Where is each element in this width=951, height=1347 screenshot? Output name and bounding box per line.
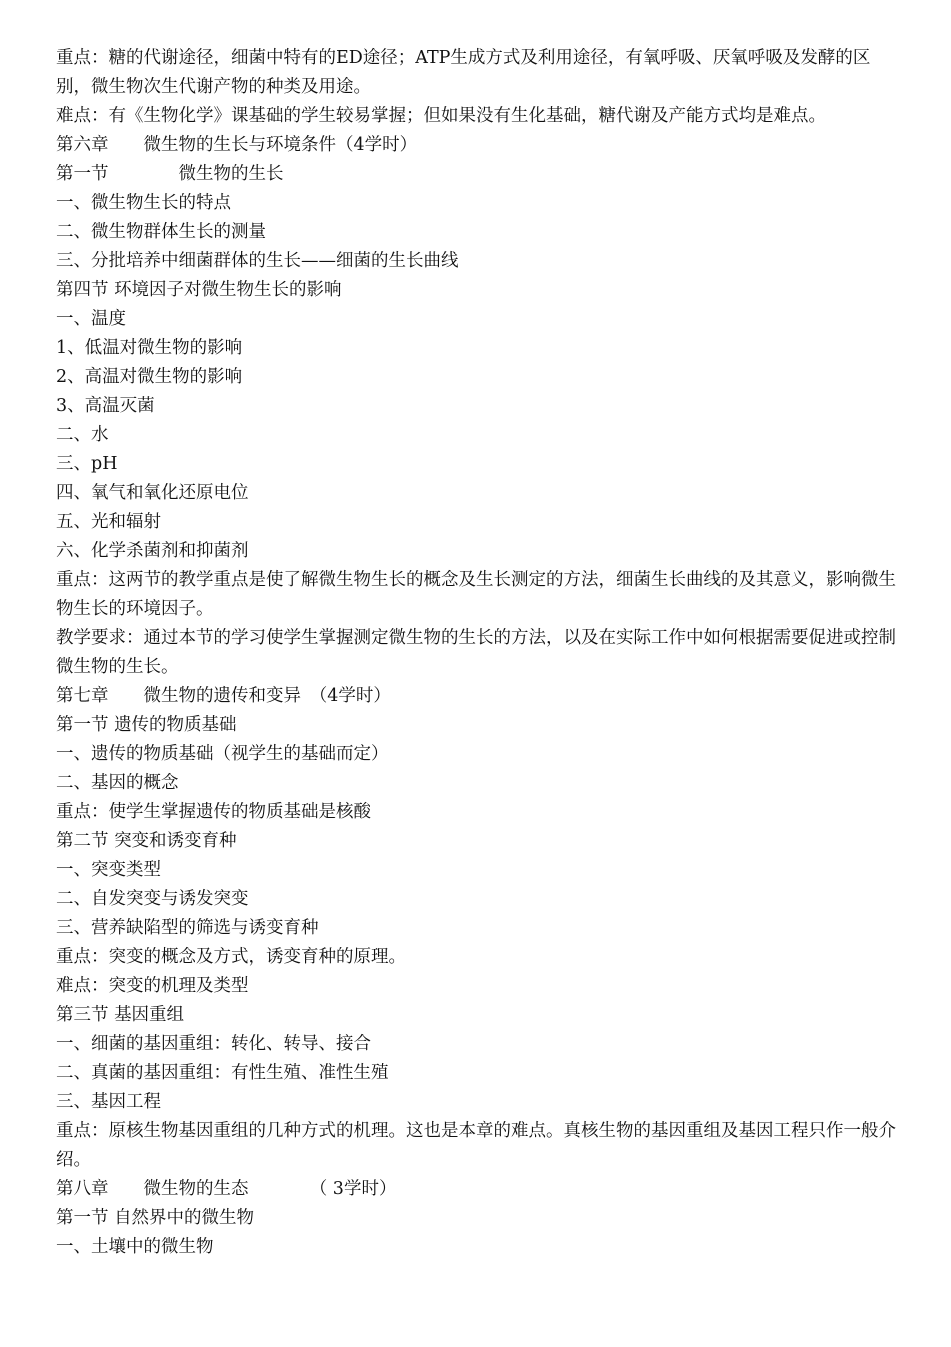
list-item: 三、营养缺陷型的筛选与诱变育种 [56, 918, 319, 938]
paragraph: 重点：这两节的教学重点是使了解微生物生长的概念及生长测定的方法，细菌生长曲线的及其意义，影响微生物生长的环境因子。 [56, 570, 896, 619]
list-item: 2、高温对微生物的影响 [56, 367, 243, 387]
document-body [56, 44, 896, 1262]
paragraph: 教学要求：通过本节的学习使学生掌握测定微生物的生长的方法，以及在实际工作中如何根据需要促进或控制微生物的生长。 [56, 628, 896, 677]
list-item: 二、微生物群体生长的测量 [56, 222, 266, 242]
list-item: 三、pH [56, 454, 118, 474]
list-item: 二、基因的概念 [56, 773, 179, 793]
list-item: 一、微生物生长的特点 [56, 193, 231, 213]
list-item: 三、基因工程 [56, 1092, 161, 1112]
section-heading: 第一节 遗传的物质基础 [56, 715, 237, 735]
paragraph: 难点：突变的机理及类型 [56, 976, 249, 996]
chapter-heading: 第六章 微生物的生长与环境条件（4学时） [56, 135, 418, 155]
list-item: 一、遗传的物质基础（视学生的基础而定） [56, 744, 389, 764]
paragraph: 重点：突变的概念及方式，诱变育种的原理。 [56, 947, 406, 967]
list-item: 三、分批培养中细菌群体的生长——细菌的生长曲线 [56, 251, 459, 271]
section-heading: 第一节 微生物的生长 [56, 164, 284, 184]
section-heading: 第四节 环境因子对微生物生长的影响 [56, 280, 342, 300]
list-item: 四、氧气和氧化还原电位 [56, 483, 249, 503]
section-heading: 第三节 基因重组 [56, 1005, 185, 1025]
list-item: 一、土壤中的微生物 [56, 1237, 214, 1257]
paragraph: 重点：糖的代谢途径，细菌中特有的ED途径；ATP生成方式及利用途径，有氧呼吸、厌氧呼吸及发酵的区别，微生物次生代谢产物的种类及用途。 [56, 48, 871, 97]
chapter-heading: 第八章 微生物的生态 （ 3学时） [56, 1179, 397, 1199]
list-item: 一、突变类型 [56, 860, 161, 880]
list-item: 3、高温灭菌 [56, 396, 155, 416]
list-item: 二、水 [56, 425, 109, 445]
list-item: 二、真菌的基因重组：有性生殖、准性生殖 [56, 1063, 389, 1083]
section-heading: 第二节 突变和诱变育种 [56, 831, 237, 851]
list-item: 一、温度 [56, 309, 126, 329]
paragraph: 重点：原核生物基因重组的几种方式的机理。这也是本章的难点。真核生物的基因重组及基因工程只作一般介绍。 [56, 1121, 896, 1170]
paragraph: 难点：有《生物化学》课基础的学生较易掌握；但如果没有生化基础，糖代谢及产能方式均是难点。 [56, 106, 826, 126]
list-item: 二、自发突变与诱发突变 [56, 889, 249, 909]
list-item: 1、低温对微生物的影响 [56, 338, 243, 358]
list-item: 六、化学杀菌剂和抑菌剂 [56, 541, 249, 561]
paragraph: 重点：使学生掌握遗传的物质基础是核酸 [56, 802, 371, 822]
list-item: 一、细菌的基因重组：转化、转导、接合 [56, 1034, 371, 1054]
list-item: 五、光和辐射 [56, 512, 161, 532]
chapter-heading: 第七章 微生物的遗传和变异 （4学时） [56, 686, 391, 706]
section-heading: 第一节 自然界中的微生物 [56, 1208, 255, 1228]
